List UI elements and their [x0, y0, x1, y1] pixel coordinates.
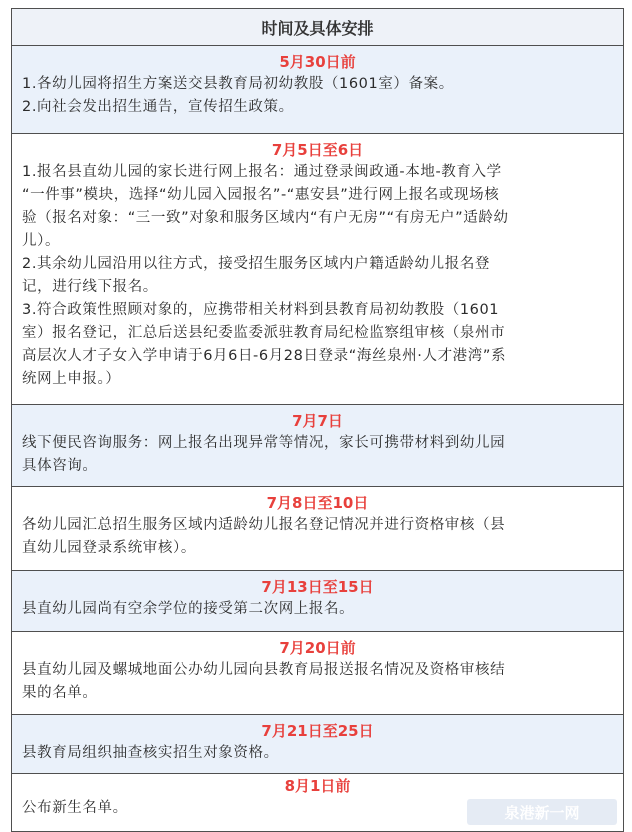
section-jul21-25: [12, 715, 623, 774]
section-line: 县直幼儿园尚有空余学位的接受第二次网上报名。: [22, 601, 355, 617]
section-line: “一件事”模块，选择“幼儿园入园报名”-“惠安县”进行网上报名或现场核: [22, 187, 500, 203]
section-line: 高层次人才子女入学申请于6月6日-6月28日登录“海丝泉州·人才港湾”系: [22, 348, 507, 364]
section-date: 5月30日前: [279, 53, 356, 71]
section-jul5-6: [12, 134, 623, 405]
section-jul8-10: [12, 487, 623, 571]
section-jul20: [12, 632, 623, 715]
section-date: 7月13日至15日: [261, 578, 374, 596]
section-line: 公布新生名单。: [22, 800, 128, 816]
section-date: 7月5日至6日: [271, 141, 364, 159]
section-line: 儿）。: [22, 233, 61, 249]
section-line: 验（报名对象：“三一致”对象和服务区域内“有户无房”“有房无户”适龄幼: [22, 210, 509, 226]
section-line: 果的名单。: [22, 685, 98, 701]
section-line: 各幼儿园汇总招生服务区域内适龄幼儿报名登记情况并进行资格审核（县: [22, 517, 506, 533]
section-line: 1.报名县直幼儿园的家长进行网上报名：通过登录闽政通-本地-教育入学: [22, 164, 502, 180]
section-line: 3.符合政策性照顾对象的，应携带相关材料到县教育局初幼教股（1601: [22, 302, 500, 318]
section-date: 8月1日前: [284, 777, 351, 795]
section-line: 县直幼儿园及螺城地面公办幼儿园向县教育局报送报名情况及资格审核结: [22, 662, 506, 678]
section-line: 记，进行线下报名。: [22, 279, 158, 295]
section-jul7: [12, 405, 623, 487]
section-line: 统网上申报。）: [22, 371, 121, 387]
schedule-table: [11, 8, 624, 832]
section-aug1: [12, 774, 623, 831]
section-line: 线下便民咨询服务：网上报名出现异常等情况，家长可携带材料到幼儿园: [22, 435, 506, 451]
section-line: 县教育局组织抽查核实招生对象资格。: [22, 745, 279, 761]
watermark-logo: 泉港新一网: [467, 799, 617, 825]
section-line: 具体咨询。: [22, 458, 98, 474]
table-header: 时间及具体安排: [12, 9, 623, 46]
section-line: 2.其余幼儿园沿用以往方式，接受招生服务区域内户籍适龄幼儿报名登: [22, 256, 491, 272]
section-may30: [12, 46, 623, 134]
section-line: 2.向社会发出招生通告，宣传招生政策。: [22, 99, 294, 115]
section-line: 直幼儿园登录系统审核）。: [22, 540, 196, 556]
section-date: 7月20日前: [279, 639, 356, 657]
section-line: 1.各幼儿园将招生方案送交县教育局初幼教股（1601室）备案。: [22, 76, 454, 92]
section-jul13-15: [12, 571, 623, 632]
section-date: 7月7日: [292, 412, 343, 430]
section-date: 7月21日至25日: [261, 722, 374, 740]
section-date: 7月8日至10日: [266, 494, 369, 512]
section-line: 室）报名登记，汇总后送县纪委监委派驻教育局纪检监察组审核（泉州市: [22, 325, 506, 341]
